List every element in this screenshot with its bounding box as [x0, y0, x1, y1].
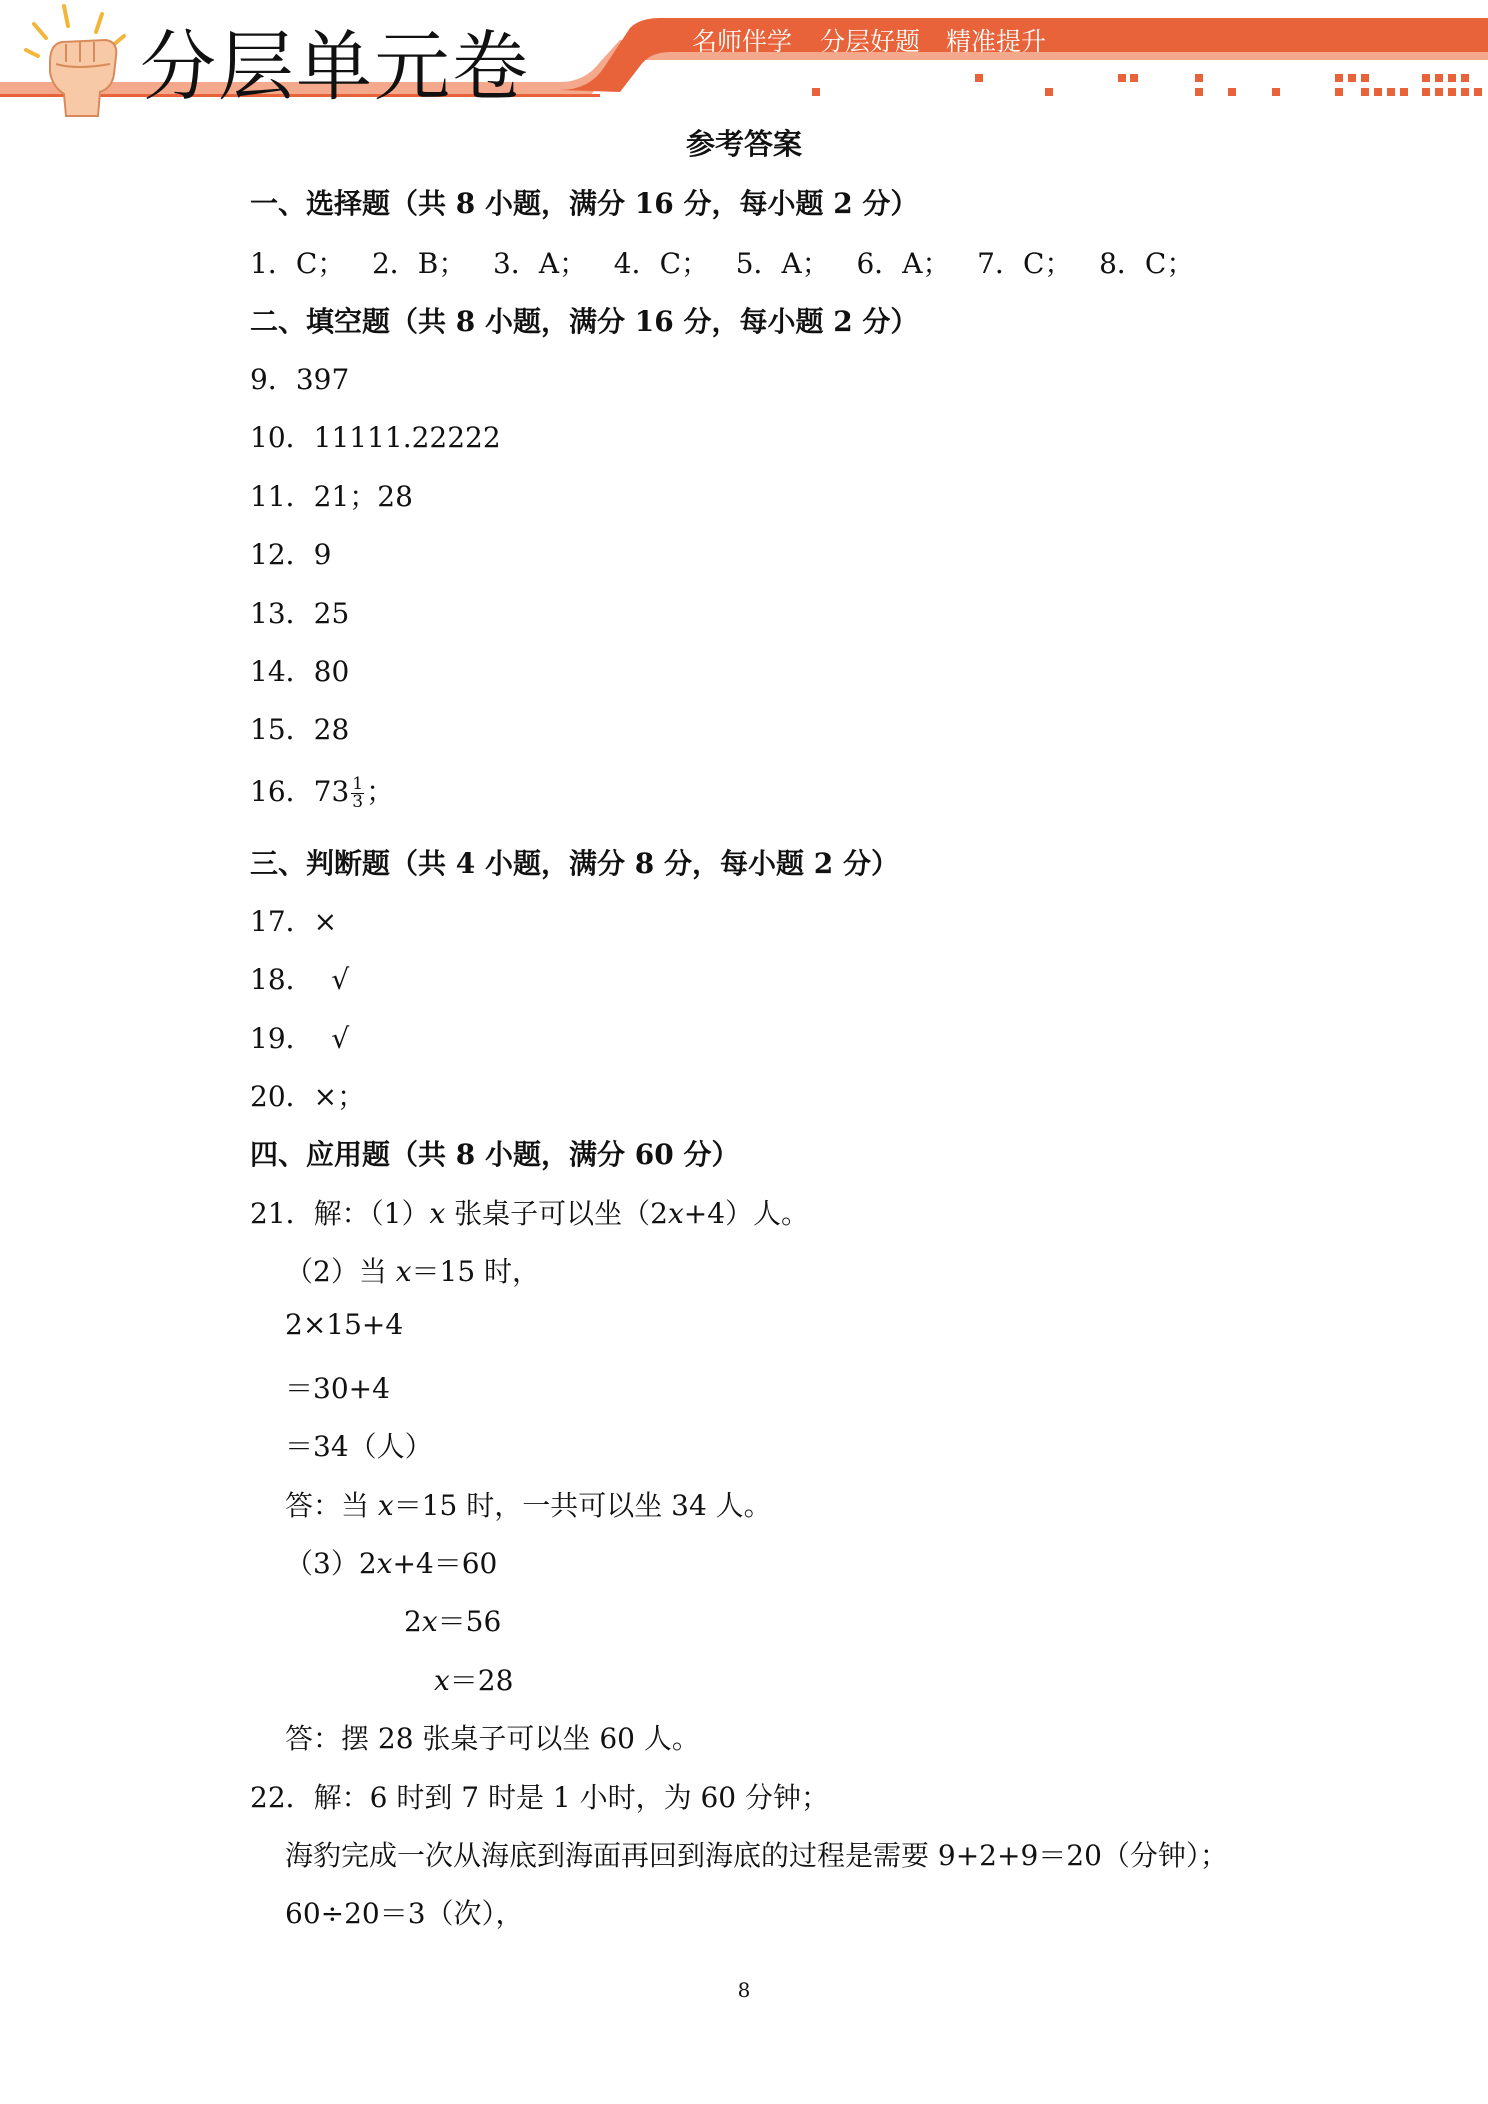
page-number: 8 [737, 1978, 751, 2002]
answer-17: 17．× [250, 905, 338, 938]
q21-text: ＝28 [449, 1664, 514, 1697]
page-title: 参考答案 [685, 127, 802, 161]
slogan-2: 分层好题 [820, 27, 921, 56]
answer-15: 15．28 [250, 713, 350, 746]
variable-x: x [667, 1197, 684, 1230]
slogan-1: 名师伴学 [692, 27, 793, 56]
variable-x: x [395, 1255, 412, 1288]
q21-calc-2: ＝30+4 [285, 1372, 390, 1405]
q21-text: ＝15 时， [411, 1255, 541, 1288]
slogan-3: 精准提升 [946, 27, 1047, 56]
variable-x: x [377, 1489, 394, 1522]
answer-10: 10．11111.22222 [250, 421, 501, 454]
q22-line-1: 22．解：6 时到 7 时是 1 小时，为 60 分钟； [250, 1781, 830, 1814]
q21-text: +4）人。 [683, 1197, 810, 1230]
q22-line-3: 60÷20＝3（次）， [285, 1897, 524, 1930]
answer-16-prefix: 16．73 [250, 775, 350, 808]
variable-x: x [376, 1547, 393, 1580]
page-header [0, 0, 1488, 120]
q21-answer-2 [285, 1484, 772, 1524]
q21-calc-1: 2×15+4 [285, 1308, 404, 1341]
variable-x: x [434, 1664, 450, 1697]
q21-text: ＝56 [437, 1605, 502, 1638]
section-heading-choice: 一、选择题（共 8 小题，满分 16 分，每小题 2 分） [250, 187, 919, 220]
section-heading-application: 四、应用题（共 8 小题，满分 60 分） [250, 1138, 740, 1171]
q21-text: 2 [404, 1605, 422, 1638]
answer-18: 18． √ [250, 963, 350, 996]
answer-9: 9．397 [250, 363, 350, 396]
variable-x: x [421, 1605, 438, 1638]
answer-16 [250, 770, 394, 811]
answer-14: 14．80 [250, 655, 350, 688]
raised-fist-icon [26, 6, 124, 116]
answer-12: 12．9 [250, 538, 332, 571]
answer-11: 11．21；28 [250, 480, 413, 513]
q22-line-2: 海豹完成一次从海底到海面再回到海底的过程是需要 9+2+9＝20（分钟）； [285, 1839, 1228, 1872]
q21-eq-3 [434, 1659, 513, 1699]
q21-answer-3: 答：摆 28 张桌子可以坐 60 人。 [285, 1722, 700, 1755]
section-heading-judge: 三、判断题（共 4 小题，满分 8 分，每小题 2 分） [250, 847, 899, 880]
answer-20: 20．×； [250, 1080, 366, 1113]
q21-text: （2）当 [285, 1255, 396, 1288]
variable-x: x [429, 1197, 446, 1230]
q21-text: 答：当 [285, 1489, 378, 1522]
q21-eq-2 [404, 1600, 501, 1640]
q21-text: 21．解：（1） [250, 1197, 430, 1230]
q21-part1 [250, 1192, 809, 1232]
q21-part2 [285, 1250, 540, 1290]
answer-16-suffix: ； [366, 775, 395, 808]
mixed-fraction [351, 776, 364, 811]
q21-text: （3）2 [285, 1547, 377, 1580]
q21-text: +4＝60 [392, 1547, 498, 1580]
q21-calc-3: ＝34（人） [285, 1430, 433, 1463]
fraction-numerator: 1 [352, 774, 364, 794]
choice-answers: 1．C； 2．B； 3．A； 4．C； 5．A； 6．A； 7．C； 8．C； [250, 247, 1195, 280]
answer-19: 19． √ [250, 1022, 350, 1055]
section-heading-fill: 二、填空题（共 8 小题，满分 16 分，每小题 2 分） [250, 305, 919, 338]
q21-part3 [285, 1542, 497, 1582]
q21-text: ＝15 时，一共可以坐 34 人。 [393, 1489, 772, 1522]
answer-13: 13．25 [250, 597, 350, 630]
fraction-denominator: 3 [352, 792, 364, 812]
q21-text: 张桌子可以坐（2 [445, 1197, 668, 1230]
brand-title: 分层单元卷 [140, 22, 530, 111]
